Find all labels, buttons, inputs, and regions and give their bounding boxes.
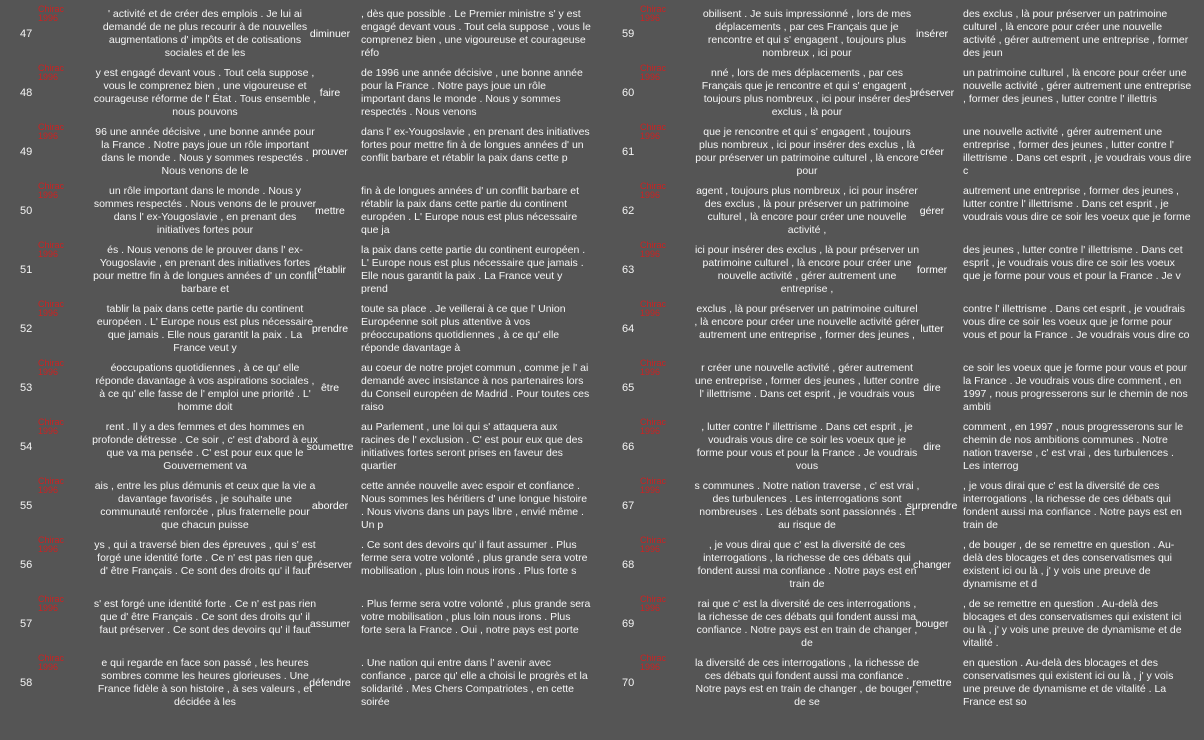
line-number: 57: [20, 618, 33, 630]
concordance-row: [0, 358, 602, 422]
keyword: faire: [319, 87, 341, 99]
left-context: 96 une année décisive , une bonne année pour la France . Notre pays joue un rôle important dans le monde . Nous y sommes respectés . Nous venons de le: [95, 126, 315, 177]
line-number: 59: [622, 28, 635, 40]
concordance-row: [602, 476, 1204, 540]
left-context: rent . Il y a des femmes et des hommes en profonde détresse . Ce soir , c' est d'abord à eux que va ma pensée . C' est pour eux que le Gouvernement va: [92, 421, 318, 472]
keyword: former: [916, 264, 948, 276]
keyword: changer: [913, 559, 951, 571]
keyword: soumettre: [306, 441, 354, 453]
right-context: ce soir les voeux que je forme pour vous et pour la France . Je voudrais vous dire comment , en 1997 , nous progresserons sur le chemin de nos ambiti: [963, 362, 1188, 413]
left-context: nné , lors de mes déplacements , par ces Français que je rencontre et qui s' engagent , toujours plus nombreux , ici pour insérer des exclus , là pour: [701, 67, 913, 118]
keyword: mettre: [315, 205, 345, 217]
concordance-row: [0, 181, 602, 245]
concordance-row: [602, 240, 1204, 304]
left-context: s' est forgé une identité forte . Ce n' est pas rien que d' être Français . Ce sont des droits qu' il faut préserver . Ce sont des devoirs qu' il faut: [93, 598, 317, 636]
line-number: 49: [20, 146, 33, 158]
right-context: en question . Au-delà des blocages et des conservatismes qui existent ici ou là , j' y vois une preuve de dynamisme et de vitalité . La France est so: [963, 657, 1174, 708]
left-context: rai que c' est la diversité de ces interrogations , la richesse de ces débats qui fondent aussi ma confiance . Notre pays est en train de changer , de: [696, 598, 918, 649]
right-context: . Plus ferme sera votre volonté , plus grande sera votre mobilisation , plus loin nous irons . Plus forte sera la France . Oui , notre pays est porte: [361, 598, 591, 636]
right-context: , de se remettre en question . Au-delà des blocages et des conservatismes qui existent ici ou là , j' y vois une preuve de dynamisme et de vitalité .: [963, 598, 1182, 649]
keyword: défendre: [309, 677, 351, 689]
left-context: exclus , là pour préserver un patrimoine culturel , là encore pour créer une nouvelle activité gérer autrement une entreprise , former des jeunes ,: [694, 303, 920, 341]
concordance-row: [0, 4, 602, 68]
concordance-row: [602, 63, 1204, 127]
left-context: agent , toujours plus nombreux , ici pour insérer des exclus , là pour préserver un patrimoine culturel , là encore pour créer une nouvelle activité ,: [696, 185, 918, 236]
line-number: 47: [20, 28, 33, 40]
right-context: des exclus , là pour préserver un patrimoine culturel , là encore pour créer une nouvelle activité , gérer autrement une entreprise , former des jeun: [963, 8, 1189, 59]
right-context: dans l' ex-Yougoslavie , en prenant des initiatives fortes pour mettre fin à de longues années d' un conflit barbare et rétablir la paix dans cette p: [361, 126, 590, 164]
source-label: Chirac 1996: [640, 181, 667, 200]
left-context: ici pour insérer des exclus , là pour préserver un patrimoine culturel , là encore pour créer une nouvelle activité , gérer autrement une entreprise ,: [694, 244, 920, 295]
line-number: 53: [20, 382, 33, 394]
source-label: Chirac 1996: [38, 476, 65, 495]
concordance-row: [602, 299, 1204, 363]
right-context: , de bouger , de se remettre en question . Au-delà des blocages et des conservatismes qui existent ici ou là , j' y vois une preuve de dynamisme et d: [963, 539, 1175, 590]
left-context: r créer une nouvelle activité , gérer autrement une entreprise , former des jeunes , lutter contre l' illettrisme . Dans cet esprit , je voudrais vous: [694, 362, 920, 400]
concordance-row: [0, 240, 602, 304]
source-label: Chirac 1996: [38, 63, 65, 82]
source-label: Chirac 1996: [640, 358, 667, 377]
concordance-row: [0, 299, 602, 363]
source-label: Chirac 1996: [640, 417, 667, 436]
line-number: 50: [20, 205, 33, 217]
left-context: que je rencontre et qui s' engagent , toujours plus nombreux , ici pour insérer des exclus , là pour préserver un patrimoine culturel , là encore pour: [695, 126, 919, 177]
right-context: une nouvelle activité , gérer autrement une entreprise , former des jeunes , lutter contre l' illettrisme . Dans cet esprit , je voudrais vous dire c: [963, 126, 1192, 177]
left-context: la diversité de ces interrogations , la richesse de ces débats qui fondent aussi ma confiance . Notre pays est en train de changer , de bouger , de se: [694, 657, 920, 708]
right-context: . Une nation qui entre dans l' avenir avec confiance , parce qu' elle a choisi le progrès et la solidarité . Mes Chers Compatriotes , en cette soirée: [361, 657, 588, 708]
concordance-row: [0, 535, 602, 599]
line-number: 70: [622, 677, 635, 689]
concordance-row: [602, 535, 1204, 599]
right-context: un patrimoine culturel , là encore pour créer une nouvelle activité , gérer autrement une entreprise , former des jeunes , lutter contre l' illettris: [963, 67, 1192, 105]
keyword: être: [320, 382, 340, 394]
keyword: remettre: [912, 677, 952, 689]
right-context: fin à de longues années d' un conflit barbare et rétablir la paix dans cette partie du continent européen . L' Europe nous est plus nécessaire que ja: [361, 185, 579, 236]
left-context: , lutter contre l' illettrisme . Dans cet esprit , je voudrais vous dire ce soir les voeux que je forme pour vous et pour la France . Je voudrais vous: [696, 421, 918, 472]
source-label: Chirac 1996: [38, 594, 65, 613]
right-context: contre l' illettrisme . Dans cet esprit , je voudrais vous dire ce soir les voeux que je forme pour vous et pour la France . Je voudrais vous dire co: [963, 303, 1190, 341]
source-label: Chirac 1996: [38, 535, 65, 554]
keyword: prendre: [311, 323, 349, 335]
keyword: lutter: [920, 323, 944, 335]
left-context: és . Nous venons de le prouver dans l' ex-Yougoslavie , en prenant des initiatives fortes pour mettre fin à de longues années d' un conflit barbare et: [93, 244, 317, 295]
concordance-row: [602, 181, 1204, 245]
line-number: 66: [622, 441, 635, 453]
right-context: . Ce sont des devoirs qu' il faut assumer . Plus ferme sera votre volonté , plus grande sera votre mobilisation , plus loin nous irons . Plus forte s: [361, 539, 588, 577]
concordance-row: [602, 122, 1204, 186]
source-label: Chirac 1996: [640, 4, 667, 23]
keyword: gérer: [919, 205, 945, 217]
source-label: Chirac 1996: [640, 122, 667, 141]
concordance-panel-right: [602, 0, 1204, 740]
source-label: Chirac 1996: [38, 299, 65, 318]
line-number: 61: [622, 146, 635, 158]
concordance-row: [0, 476, 602, 540]
left-context: obilisent . Je suis impressionné , lors de mes déplacements , par ces Français que je rencontre et qui s' engagent , toujours plus nombreux , ici pour: [702, 8, 912, 59]
keyword: créer: [920, 146, 944, 158]
right-context: la paix dans cette partie du continent européen . L' Europe nous est plus nécessaire que jamais . Elle nous garantit la paix . La France veut y prend: [361, 244, 586, 295]
keyword: prouver: [312, 146, 348, 158]
line-number: 63: [622, 264, 635, 276]
right-context: des jeunes , lutter contre l' illettrisme . Dans cet esprit , je voudrais vous dire ce soir les voeux que je forme pour vous et pour la France . Je v: [963, 244, 1183, 282]
keyword: dire: [923, 382, 941, 394]
right-context: au Parlement , une loi qui s' attaquera aux racines de l' exclusion . C' est pour eux que des initiatives fortes seront prises en faveur des quartier: [361, 421, 583, 472]
line-number: 60: [622, 87, 635, 99]
line-number: 64: [622, 323, 635, 335]
concordance-row: [602, 653, 1204, 717]
keyword: préserver: [909, 87, 955, 99]
left-context: un rôle important dans le monde . Nous y sommes respectés . Nous venons de le prouver dans l' ex-Yougoslavie , en prenant des initiatives fortes pour: [93, 185, 317, 236]
line-number: 65: [622, 382, 635, 394]
keyword: diminuer: [309, 28, 351, 40]
line-number: 48: [20, 87, 33, 99]
right-context: au coeur de notre projet commun , comme je l' ai demandé avec insistance à nos partenaires lors du Conseil européen de Madrid . Pour toutes ces raiso: [361, 362, 590, 413]
line-number: 62: [622, 205, 635, 217]
line-number: 55: [20, 500, 33, 512]
keyword: bouger: [915, 618, 949, 630]
line-number: 51: [20, 264, 33, 276]
source-label: Chirac 1996: [640, 240, 667, 259]
source-label: Chirac 1996: [640, 535, 667, 554]
keyword: aborder: [311, 500, 349, 512]
line-number: 67: [622, 500, 635, 512]
source-label: Chirac 1996: [640, 594, 667, 613]
keyword: préserver: [307, 559, 353, 571]
concordance-row: [602, 594, 1204, 658]
keyword: insérer: [915, 28, 949, 40]
line-number: 58: [20, 677, 33, 689]
right-context: comment , en 1997 , nous progresserons sur le chemin de nos ambitions communes . Notre nation traverse , c' est vrai , des turbulences . Les interrog: [963, 421, 1184, 472]
right-context: autrement une entreprise , former des jeunes , lutter contre l' illettrisme . Dans cet esprit , je voudrais vous dire ce soir les voeux que je forme: [963, 185, 1191, 223]
concordance-row: [602, 4, 1204, 68]
concordance-row: [0, 63, 602, 127]
source-label: Chirac 1996: [640, 653, 667, 672]
left-context: , je vous dirai que c' est la diversité de ces interrogations , la richesse de ces débats qui fondent aussi ma confiance . Notre pays est en train de: [697, 539, 917, 590]
right-context: cette année nouvelle avec espoir et confiance . Nous sommes les héritiers d' une longue histoire . Nous vivons dans un pays libre , envié même . Un p: [361, 480, 588, 531]
line-number: 68: [622, 559, 635, 571]
source-label: Chirac 1996: [38, 358, 65, 377]
keyword: dire: [923, 441, 941, 453]
source-label: Chirac 1996: [640, 63, 667, 82]
concordance-row: [602, 417, 1204, 481]
left-context: s communes . Notre nation traverse , c' est vrai , des turbulences . Les interrogations sont nombreuses . Les débats sont passionnés . Et au risque de: [694, 480, 920, 531]
source-label: Chirac 1996: [38, 240, 65, 259]
line-number: 54: [20, 441, 33, 453]
source-label: Chirac 1996: [38, 653, 65, 672]
line-number: 69: [622, 618, 635, 630]
right-context: , je vous dirai que c' est la diversité de ces interrogations , la richesse de ces débats qui fondent aussi ma confiance . Notre pays est en train de: [963, 480, 1182, 531]
source-label: Chirac 1996: [640, 476, 667, 495]
source-label: Chirac 1996: [38, 417, 65, 436]
keyword: surprendre: [906, 500, 958, 512]
right-context: de 1996 une année décisive , une bonne année pour la France . Notre pays joue un rôle important dans le monde . Nous y sommes respectés . Nous venons: [361, 67, 583, 118]
source-label: Chirac 1996: [38, 122, 65, 141]
left-context: tablir la paix dans cette partie du continent européen . L' Europe nous est plus nécessaire que jamais . Elle nous garantit la paix . La France veut y: [96, 303, 314, 354]
left-context: éoccupations quotidiennes , à ce qu' elle réponde davantage à vos aspirations sociales , à ce qu' elle fasse de l' emploi une priorité . L' homme doit: [95, 362, 315, 413]
concordance-row: [0, 417, 602, 481]
left-context: ais , entre les plus démunis et ceux que la vie a davantage favorisés , je souhaite une communauté renforcée , plus fraternelle pour que chacun puisse: [94, 480, 316, 531]
right-context: , dès que possible . Le Premier ministre s' y est engagé devant vous . Tout cela suppose , vous le comprenez bien , une vigoureuse et courageuse réfo: [361, 8, 591, 59]
keyword: rétablir: [313, 264, 347, 276]
left-context: e qui regarde en face son passé , les heures sombres comme les heures glorieuses . Une France fidèle à son histoire , à ses valeurs , et décidée à les: [97, 657, 313, 708]
right-context: toute sa place . Je veillerai à ce que l' Union Européenne soit plus attentive à vos préoccupations quotidiennes , à ce qu' elle réponde davantage à: [361, 303, 566, 354]
concordance-row: [0, 594, 602, 658]
line-number: 56: [20, 559, 33, 571]
source-label: Chirac 1996: [640, 299, 667, 318]
source-label: Chirac 1996: [38, 4, 65, 23]
concordance-row: [0, 122, 602, 186]
source-label: Chirac 1996: [38, 181, 65, 200]
line-number: 52: [20, 323, 33, 335]
concordance-row: [0, 653, 602, 717]
concordance-row: [602, 358, 1204, 422]
left-context: y est engagé devant vous . Tout cela suppose , vous le comprenez bien , une vigoureuse et courageuse réforme de l' État . Tous ensemble , nous pouvons: [93, 67, 317, 118]
left-context: ' activité et de créer des emplois . Je lui ai demandé de ne plus recourir à de nouvelles augmentations d' impôts et de cotisations sociales et de les: [102, 8, 308, 59]
keyword: assumer: [309, 618, 351, 630]
left-context: ys , qui a traversé bien des épreuves , qui s' est forgé une identité forte . Ce n' est pas rien que d' être Français . Ce sont des droits qu' il faut: [94, 539, 316, 577]
